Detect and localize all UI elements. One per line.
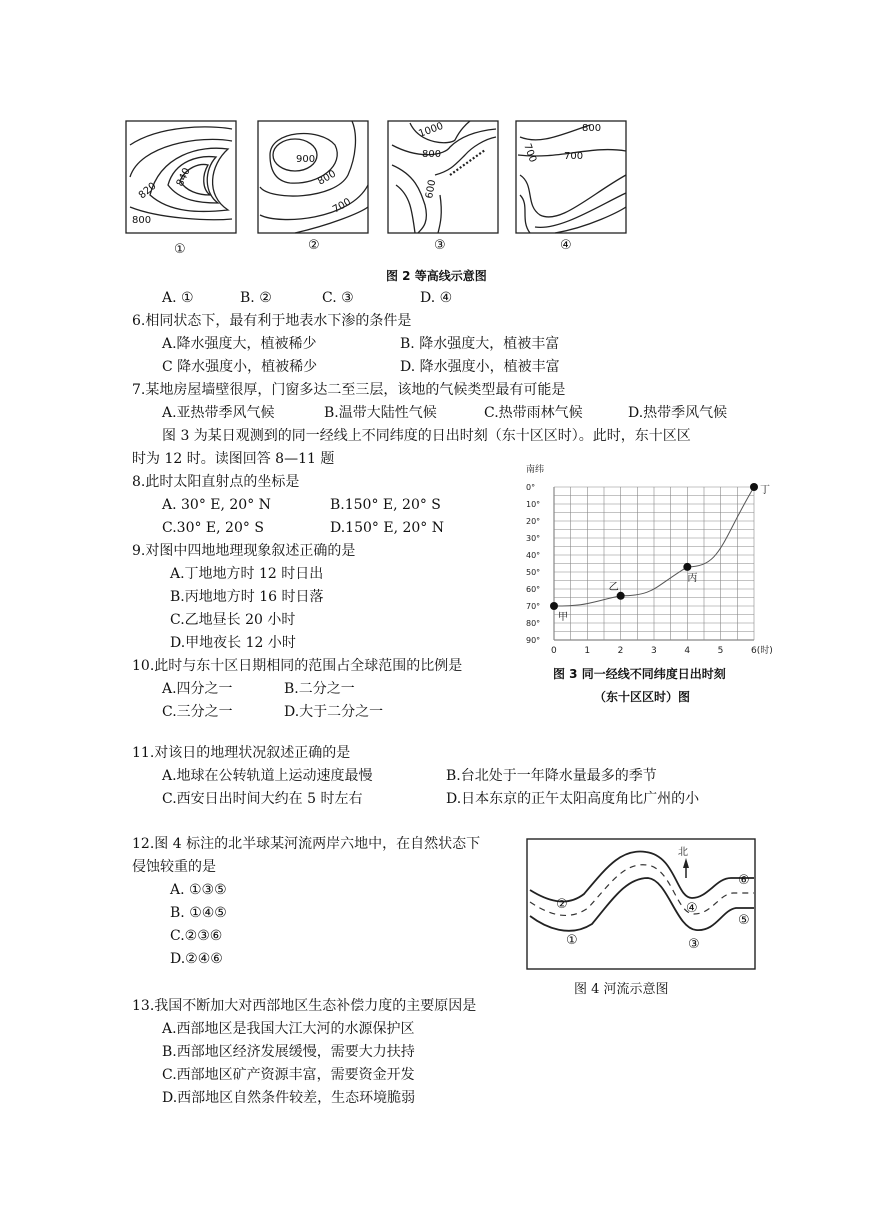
fig3-y-tick: 70°	[526, 602, 541, 611]
q10-stem: 10.此时与东十区日期相同的范围占全球范围的比例是	[132, 658, 463, 674]
fig4-caption: 图 4 河流示意图	[574, 982, 669, 997]
fig4-site-3: ③	[688, 937, 700, 952]
q6-option-a: A.降水强度大，植被稀少	[162, 336, 317, 352]
q9-option-a: A.丁地地方时 12 时日出	[170, 566, 324, 582]
q5-option-d: D. ④	[420, 290, 453, 306]
fig4-site-6: ⑥	[738, 873, 750, 888]
fig2-p1-label: ①	[174, 242, 186, 255]
q11-option-b: B.台北处于一年降水量最多的季节	[446, 768, 657, 784]
fig3-y-tick: 30°	[526, 534, 541, 543]
fig3-point	[750, 483, 758, 491]
fig2-p4-contour-b: 700	[521, 142, 539, 164]
fig3-point-label: 甲	[558, 612, 568, 623]
fig3-point	[683, 563, 691, 571]
q12-option-d: D.②④⑥	[170, 951, 223, 967]
fig3-x-tick: 5	[717, 646, 724, 656]
q5-option-a: A. ①	[162, 290, 194, 306]
fig3-y-tick: 40°	[526, 551, 541, 560]
fig3-y-tick: 20°	[526, 517, 541, 526]
fig3-y-tick: 80°	[526, 619, 541, 628]
fig2-p3-contour-b: 800	[422, 149, 442, 160]
fig3-x-tick: 6(时)	[751, 646, 773, 656]
fig3-y-tick: 90°	[526, 636, 541, 645]
fig3-x-tick: 2	[617, 646, 624, 656]
fig4-north-label: 北	[678, 847, 688, 858]
q9-stem: 9.对图中四地地理现象叙述正确的是	[132, 543, 356, 559]
q13-option-a: A.西部地区是我国大江大河的水源保护区	[162, 1021, 415, 1037]
fig3-caption-line1: 图 3 同一经线不同纬度日出时刻	[553, 667, 726, 681]
q7-option-c: C.热带雨林气候	[484, 405, 583, 421]
q6-option-c: C 降水强度小，植被稀少	[162, 359, 318, 375]
fig2-p4-contour-c: 700	[564, 151, 584, 162]
fig3-point-label: 乙	[608, 581, 619, 593]
fig2-p2-contour-b: 800	[316, 168, 339, 188]
fig3-x-tick: 1	[584, 646, 591, 656]
q10-option-d: D.大于二分之一	[284, 704, 384, 720]
fig2-p4-label: ④	[560, 238, 572, 253]
fig2-p4-contour-a: 800	[582, 123, 602, 134]
fig2-contour-panels	[120, 115, 640, 255]
q8-option-a: A. 30° E, 20° N	[162, 497, 271, 513]
fig3-point	[550, 602, 558, 610]
fig4-site-5: ⑤	[738, 913, 750, 928]
fig2-p1-contour-a: 840	[174, 166, 193, 189]
fig3-y-tick: 50°	[526, 568, 541, 577]
fig2-p1-contour-c: 800	[132, 215, 152, 226]
fig2-p2-contour-a: 900	[296, 154, 316, 165]
q10-option-b: B.二分之一	[284, 681, 355, 697]
fig2-p3-label: ③	[434, 238, 446, 253]
q12-stem-line2: 侵蚀较重的是	[132, 859, 216, 875]
q12-stem-line1: 12.图 4 标注的北半球某河流两岸六地中，在自然状态下	[132, 836, 481, 852]
fig2-p2-contour-c: 700	[331, 196, 354, 216]
q6-option-d: D. 降水强度小，植被丰富	[400, 359, 560, 375]
q10-option-a: A.四分之一	[162, 681, 233, 697]
intro-8-11-line2: 时为 12 时。读图回答 8—11 题	[132, 451, 335, 467]
q12-option-c: C.②③⑥	[170, 928, 223, 944]
q7-option-a: A.亚热带季风气候	[162, 405, 275, 421]
q7-stem: 7.某地房屋墙壁很厚，门窗多达二至三层，该地的气候类型最有可能是	[132, 382, 566, 398]
fig2-p3-contour-a: 1000	[417, 120, 445, 140]
fig3-x-tick: 3	[651, 646, 657, 656]
q8-stem: 8.此时太阳直射点的坐标是	[132, 474, 300, 490]
q8-option-d: D.150° E, 20° N	[330, 520, 444, 536]
fig2-caption: 图 2 等高线示意图	[386, 269, 487, 283]
q12-option-a: A. ①③⑤	[170, 882, 227, 898]
q11-option-a: A.地球在公转轨道上运动速度最慢	[162, 768, 373, 784]
q13-option-c: C.西部地区矿产资源丰富，需要资金开发	[162, 1067, 415, 1083]
fig3-y-title: 南纬	[526, 465, 545, 475]
q11-option-d: D.日本东京的正午太阳高度角比广州的小	[446, 791, 700, 807]
q10-option-c: C.三分之一	[162, 704, 233, 720]
q11-option-c: C.西安日出时间大约在 5 时左右	[162, 791, 363, 807]
fig2-p1-contour-b: 820	[136, 180, 159, 202]
fig3-y-tick: 60°	[526, 585, 541, 594]
fig4-river-map	[526, 838, 758, 972]
q6-option-b: B. 降水强度大，植被丰富	[400, 336, 560, 352]
fig3-x-tick: 4	[684, 646, 691, 656]
fig4-site-2: ②	[556, 897, 568, 912]
q7-option-b: B.温带大陆性气候	[324, 405, 437, 421]
q6-stem: 6.相同状态下，最有利于地表水下渗的条件是	[132, 313, 412, 329]
q8-option-c: C.30° E, 20° S	[162, 520, 264, 536]
fig3-point-label: 丙	[687, 572, 698, 584]
fig3-point	[617, 592, 625, 600]
q7-option-d: D.热带季风气候	[628, 405, 728, 421]
q13-stem: 13.我国不断加大对西部地区生态补偿力度的主要原因是	[132, 998, 477, 1014]
fig3-point-label: 丁	[760, 485, 770, 496]
fig3-y-tick: 0°	[526, 483, 536, 492]
q12-option-b: B. ①④⑤	[170, 905, 227, 921]
q9-option-c: C.乙地昼长 20 小时	[170, 612, 296, 628]
fig3-caption-line2: （东十区区时）图	[594, 690, 691, 704]
q9-option-d: D.甲地夜长 12 小时	[170, 635, 296, 651]
fig3-sunrise-chart	[520, 460, 790, 660]
q13-option-d: D.西部地区自然条件较差，生态环境脆弱	[162, 1090, 416, 1106]
intro-8-11-line1: 图 3 为某日观测到的同一经线上不同纬度的日出时刻（东十区区时）。此时，东十区区	[162, 428, 691, 444]
fig4-site-4: ④	[686, 901, 698, 916]
q5-option-c: C. ③	[322, 290, 354, 306]
fig2-p2-label: ②	[308, 238, 320, 253]
q11-stem: 11.对该日的地理状况叙述正确的是	[132, 745, 351, 761]
fig3-x-tick: 0	[551, 646, 557, 656]
q5-option-b: B. ②	[240, 290, 272, 306]
q8-option-b: B.150° E, 20° S	[330, 497, 441, 513]
fig2-p3-contour-c: 600	[424, 178, 439, 200]
fig4-site-1: ①	[566, 933, 578, 948]
q13-option-b: B.西部地区经济发展缓慢，需要大力扶持	[162, 1044, 415, 1060]
fig3-y-tick: 10°	[526, 500, 541, 509]
q9-option-b: B.丙地地方时 16 时日落	[170, 589, 324, 605]
